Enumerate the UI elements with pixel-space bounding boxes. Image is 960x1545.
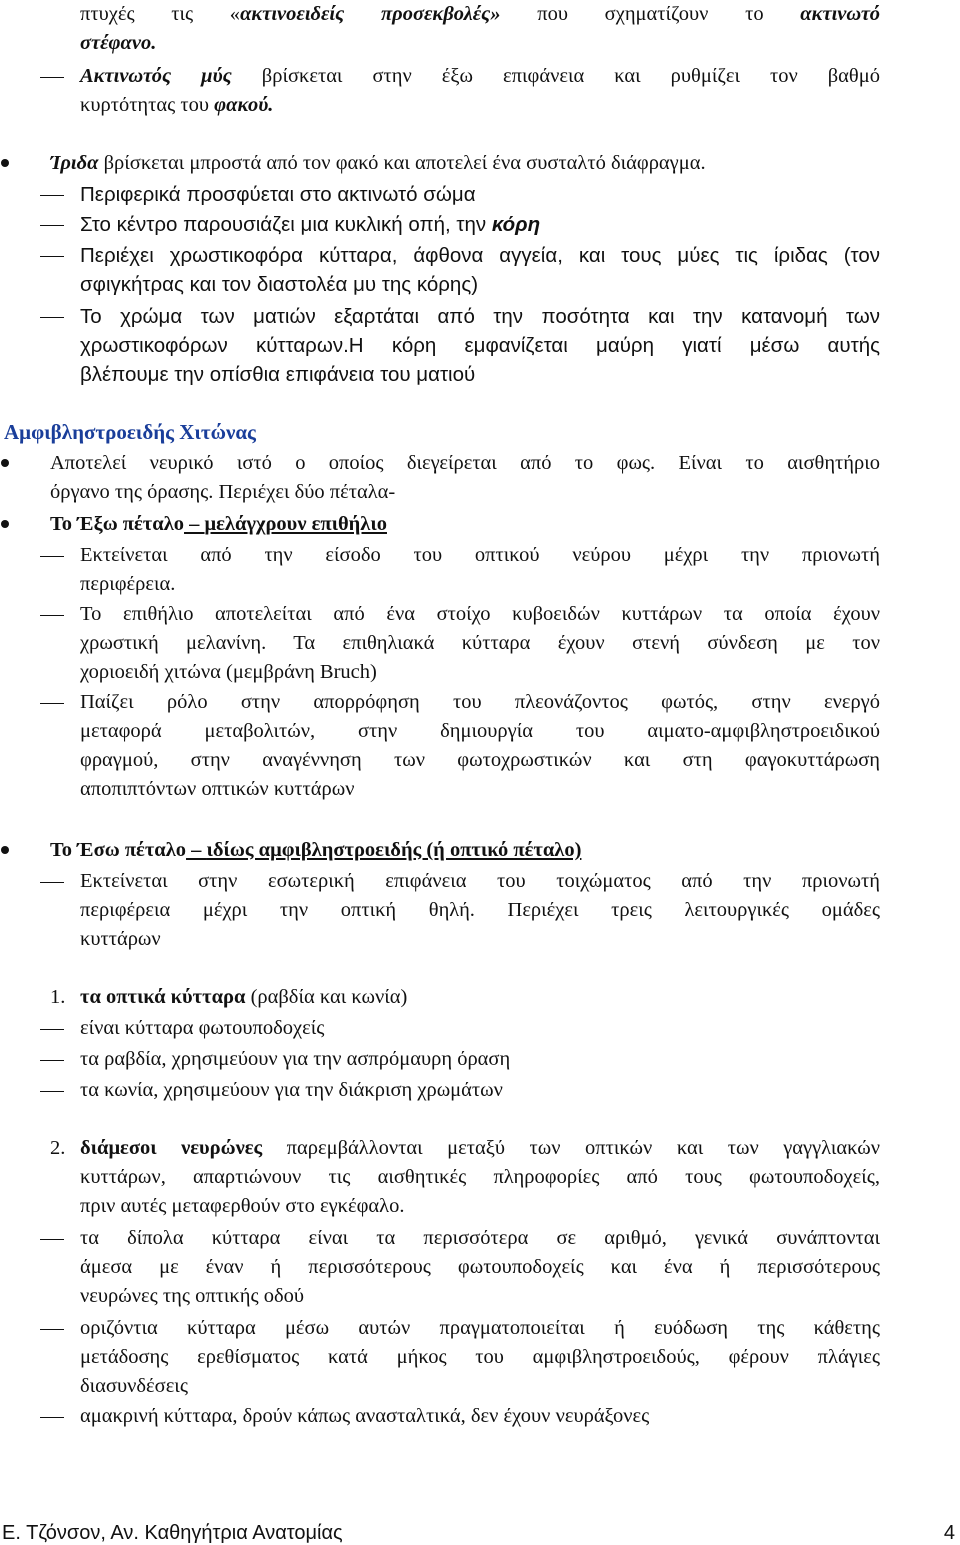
paragraph: κυρτότητας του φακού.	[80, 94, 274, 116]
numbered-item: 2. διάμεσοι νευρώνες παρεμβάλλονται μεταξύ των οπτικών και των γαγγλιακών κυττάρων, απαρτιώνουν τις αισθητικές πληροφορίες από τους φωτουποδοχείς, πριν αυτές μεταφερθούν στο εγκέφαλο.	[50, 1137, 881, 1217]
list-item: Παίζει ρόλο στην απορρόφηση του πλεονάζοντος φωτός, στην ενεργό μεταφορά μεταβολιτών, στην δημιουργία του αιματο-αμφιβληστροειδικού φραγμού, στην αναγέννηση των φωτοχρωστικών και στη φαγοκυττάρωση αποπιπτόντων οπτικών κυττάρων	[80, 691, 880, 800]
list-item: Περιφερικά προσφύεται στο ακτινωτό σώμα	[80, 183, 476, 206]
bullet-item: Αποτελεί νευρικό ιστό ο οποίος διεγείρεται από το φως. Είναι το αισθητήριο όργανο της όρασης. Περιέχει δύο πέταλα-	[50, 452, 880, 503]
list-item: Στο κέντρο παρουσιάζει μια κυκλική οπή, την κόρη	[80, 213, 541, 236]
list-item: Το χρώμα των ματιών εξαρτάται από την ποσότητα και την κατανομή των χρωστικοφόρων κύτταρων.Η κόρη εμφανίζεται μαύρη γιατί μέσω αυτής βλέπουμε την οπίσθια επιφάνεια του ματιού	[80, 305, 880, 386]
list-item: αμακρινή κύτταρα, δρούν κάπως ανασταλτικά, δεν έχουν νευράξονες	[80, 1405, 650, 1427]
list-item: Εκτείνεται από την είσοδο του οπτικού νεύρου μέχρι την πριονωτή περιφέρεια.	[80, 544, 880, 595]
list-item: Ακτινωτός μύς βρίσκεται στην έξω επιφάνεια και ρυθμίζει τον βαθμό	[80, 65, 880, 87]
list-item: Το επιθήλιο αποτελείται από ένα στοίχο κυβοειδών κυττάρων τα οποία έχουν χρωστική μελανίνη. Τα επιθηλιακά κύτταρα έχουν στενή σύνδεση με τον χοριοειδή χιτώνα (μεμβράνη Bruch)	[80, 603, 880, 683]
bullet-item: Ίριδα βρίσκεται μπροστά από τον φακό και αποτελεί ένα συσταλτό διάφραγμα.	[50, 152, 706, 174]
list-item: είναι κύτταρα φωτουποδοχείς	[80, 1017, 325, 1039]
section-heading: Αμφιβληστροειδής Χιτώνας	[4, 420, 256, 444]
list-item: οριζόντια κύτταρα μέσω αυτών πραγματοποιείται ή ευόδωση της κάθετης μετάδοσης ερεθίσματος κατά μήκος του αμφιβληστροειδούς, φέρουν πλάγιες διασυνδέσεις	[80, 1317, 880, 1397]
list-item: Περιέχει χρωστικοφόρα κύτταρα, άφθονα αγγεία, και τους μύες τις ίριδας (τον σφιγκήτρας και τον διαστολέα μυ της κόρης)	[80, 244, 880, 296]
list-item: τα δίπολα κύτταρα είναι τα περισσότερα σε αριθμό, γενικά συνάπτονται άμεσα με έναν ή περισσότερους φωτουποδοχείς και ένα ή περισσότερους νευρώνες της οπτικής οδού	[80, 1227, 880, 1307]
page-number: 4	[943, 1522, 955, 1544]
paragraph: στέφανο.	[80, 32, 157, 54]
list-item: Εκτείνεται στην εσωτερική επιφάνεια του τοιχώματος από την πριονωτή περιφέρεια μέχρι την οπτική θηλή. Περιέχει τρεις λειτουργικές ομάδες κυττάρων	[80, 870, 880, 950]
paragraph: πτυχές τις «ακτινοειδείς προσεκβολές» που σχηματίζουν το ακτινωτό	[80, 3, 880, 25]
list-item: τα κωνία, χρησιμεύουν για την διάκριση χρωμάτων	[80, 1079, 503, 1101]
bullet-item: Το Έξω πέταλο – μελάγχρουν επιθήλιο	[50, 513, 387, 535]
numbered-item: 1. τα οπτικά κύτταρα (ραβδία και κωνία)	[50, 986, 408, 1008]
list-item: τα ραβδία, χρησιμεύουν για την ασπρόμαυρη όραση	[80, 1048, 511, 1070]
page-footer-author: Ε. Τζόνσον, Αν. Καθηγήτρια Ανατομίας	[2, 1522, 343, 1544]
bullet-item: Το Έσω πέταλο – ιδίως αμφιβληστροειδής (ή οπτικό πέταλο)	[50, 839, 582, 861]
